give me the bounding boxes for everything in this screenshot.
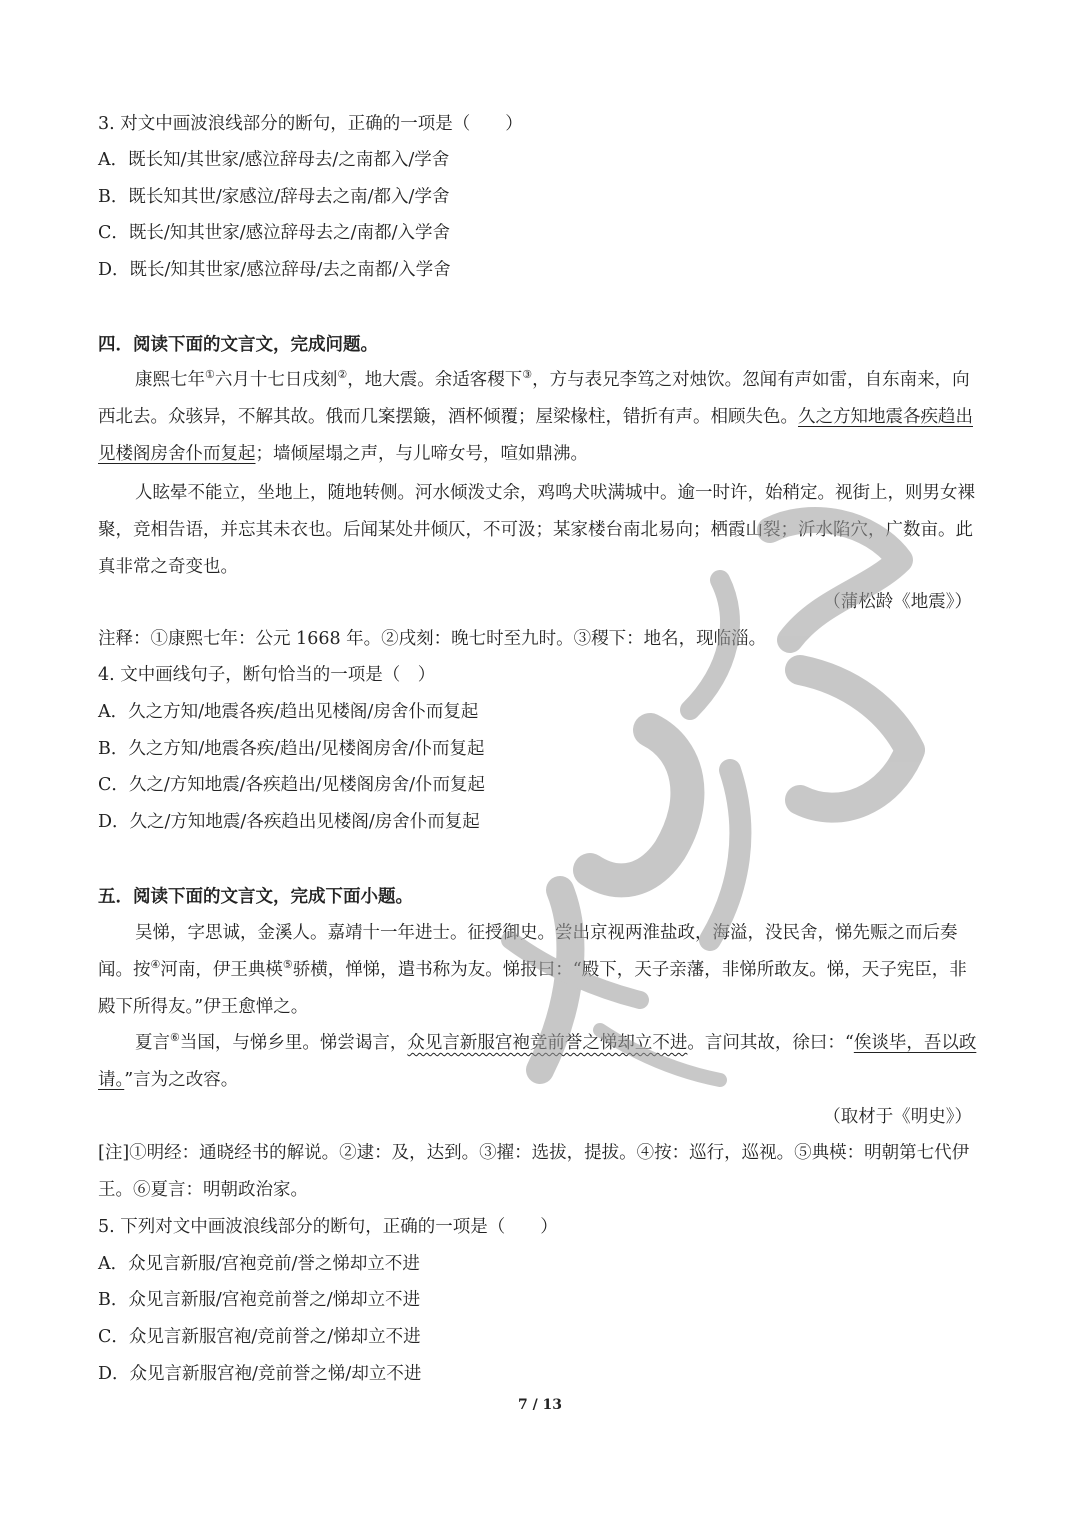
section-5-paragraph-2: 夏言⑥当国，与悌乡里。悌尝谒言，众见言新服宫袍竞前誉之悌却立不进。言问其故，徐曰：“俟谈毕，吾以政请。”言为之改容。 <box>98 1031 977 1090</box>
q3-option-a: A．既长知/其世家/感泣辞母去/之南都入/学舍 <box>98 150 450 170</box>
q3-option-d: D．既长/知其世家/感泣辞母/去之南都/入学舍 <box>98 260 451 280</box>
q4-stem: 4. 文中画线句子，断句恰当的一项是（ ） <box>98 665 436 685</box>
q5-stem: 5. 下列对文中画波浪线部分的断句，正确的一项是（ ） <box>98 1217 558 1237</box>
section-4-paragraph-1: 康熙七年①六月十七日戌刻②，地大震。余适客稷下③，方与表兄李笃之对烛饮。忽闻有声如雷，自东南来，向西北去。众骇异，不解其故。俄而几案摆簸，酒杯倾覆；屋梁椽柱，错折有声。相顾失色。久之方知地震各疾趋出见楼阁房舍仆而复起；墙倾屋塌之声，与儿啼女号，喧如鼎沸。 <box>98 368 973 464</box>
q5-option-a: A．众见言新服/宫袍竞前/誉之悌却立不进 <box>98 1254 420 1274</box>
section-5-paragraph-1: 吴悌，字思诚，金溪人。嘉靖十一年进士。征授御史。尝出京视两淮盐政，海溢，没民舍，悌先赈之而后奏闻。按④河南，伊王典楧⑤骄横，惮悌，遣书称为友。悌报曰：“殿下，天子亲藩，非悌所敢友。悌，天子宪臣，非殿下所得友。”伊王愈惮之。 <box>98 923 967 1017</box>
q3-option-b: B．既长知其世/家感泣/辞母去之南/都入/学舍 <box>98 187 450 207</box>
section-4-paragraph-2: 人眩晕不能立，坐地上，随地转侧。河水倾泼丈余，鸡鸣犬吠满城中。逾一时许，始稍定。视街上，则男女裸聚，竞相告语，并忘其未衣也。后闻某处井倾仄，不可汲；某家楼台南北易向；栖霞山裂；沂水陷穴，广数亩。此真非常之奇变也。 <box>98 483 975 577</box>
q4-option-c: C．久之/方知地震/各疾趋出/见楼阁房舍/仆而复起 <box>98 775 485 795</box>
q5-option-b: B．众见言新服/宫袍竞前誉之/悌却立不进 <box>98 1290 421 1310</box>
q3-option-c: C．既长/知其世家/感泣辞母去之/南都/入学舍 <box>98 223 450 243</box>
q4-option-a: A．久之方知/地震各疾/趋出见楼阁/房舍仆而复起 <box>98 702 479 722</box>
q3-stem: 3. 对文中画波浪线部分的断句，正确的一项是（ ） <box>98 114 523 134</box>
q4-option-b: B．久之方知/地震各疾/趋出/见楼阁房舍/仆而复起 <box>98 739 485 759</box>
page-number: 7 / 13 <box>517 1397 563 1413</box>
underlined-sentence: 久之方知地震各疾趋出见楼阁房舍仆而复起 <box>98 407 973 464</box>
section-5-note: [注]①明经：通晓经书的解说。②逮：及，达到。③擢：选拔，提拔。④按：巡行，巡视。⑤典楧：明朝第七代伊王。⑥夏言：明朝政治家。 <box>98 1143 970 1200</box>
section-4-source: （蒲松龄《地震》） <box>823 592 972 612</box>
section-5-heading: 五．阅读下面的文言文，完成下面小题。 <box>98 887 413 907</box>
underlined-sentence: 俟谈毕，吾以政请。 <box>98 1033 977 1090</box>
q5-option-d: D．众见言新服宫袍/竞前誉之悌/却立不进 <box>98 1364 422 1384</box>
section-4-note: 注释：①康熙七年：公元 1668 年。②戌刻：晚七时至九时。③稷下：地名，现临淄。 <box>98 629 767 649</box>
wavy-underlined-sentence: 众见言新服宫袍竞前誉之悌却立不进 <box>407 1033 688 1053</box>
section-5-source: （取材于《明史》） <box>823 1107 972 1127</box>
q4-option-d: D．久之/方知地震/各疾趋出见楼阁/房舍仆而复起 <box>98 812 480 832</box>
section-4-heading: 四．阅读下面的文言文，完成问题。 <box>98 335 378 355</box>
q5-option-c: C．众见言新服宫袍/竞前誉之/悌却立不进 <box>98 1327 421 1347</box>
